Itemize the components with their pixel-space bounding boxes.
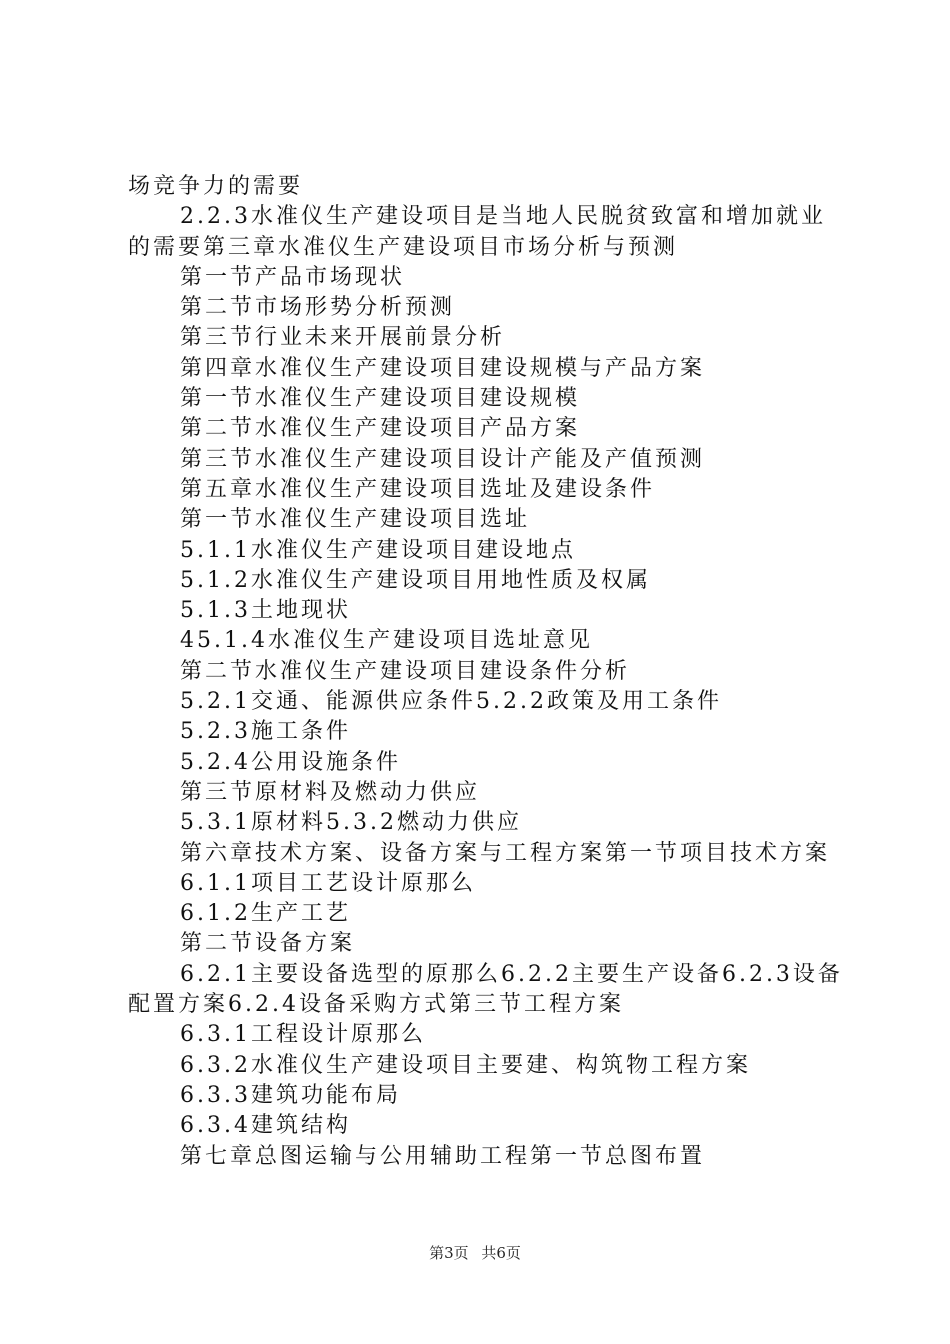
paragraph: 45.1.4水准仪生产建设项目选址意见 [180,628,593,654]
paragraph: 5.2.4公用设施条件 [180,749,401,775]
paragraph: 5.1.3土地现状 [180,598,351,624]
paragraph: 第二节设备方案 [180,931,356,957]
paragraph: 第二节市场形势分析预测 [180,295,456,321]
paragraph: 6.3.2水准仪生产建设项目主要建、构筑物工程方案 [180,1052,751,1078]
paragraph: 5.1.2水准仪生产建设项目用地性质及权属 [180,567,651,593]
paragraph: 6.1.2生产工艺 [180,901,351,927]
paragraph: 第四章水准仪生产建设项目建设规模与产品方案 [180,355,706,381]
paragraph: 5.3.1原材料5.3.2燃动力供应 [180,810,522,836]
paragraph: 5.1.1水准仪生产建设项目建设地点 [180,537,576,563]
paragraph: 6.1.1项目工艺设计原那么 [180,870,476,896]
paragraph: 6.3.4建筑结构 [180,1113,351,1139]
paragraph: 6.3.3建筑功能布局 [180,1082,401,1108]
paragraph: 第二节水准仪生产建设项目产品方案 [180,416,581,442]
paragraph: 第三节原材料及燃动力供应 [180,779,481,805]
page-total: 共6页 [481,1244,521,1262]
paragraph: 第一节水准仪生产建设项目选址 [180,507,531,533]
paragraph: 第五章水准仪生产建设项目选址及建设条件 [180,476,656,502]
paragraph: 第一节水准仪生产建设项目建设规模 [180,386,581,412]
paragraph: 第七章总图运输与公用辅助工程第一节总图布置 [180,1143,706,1169]
page-number: 第3页 [429,1244,469,1262]
paragraph: 第一节产品市场现状 [180,264,406,290]
paragraph: 2.2.3水准仪生产建设项目是当地人民脱贫致富和增加就业的需要第三章水准仪生产建设项目市场分析与预测 [128,204,826,260]
paragraph: 第六章技术方案、设备方案与工程方案第一节项目技术方案 [180,840,831,866]
document-body [128,172,848,1172]
paragraph: 6.2.1主要设备选型的原那么6.2.2主要生产设备6.2.3设备配置方案6.2.4设备采购方式第三节工程方案 [128,961,843,1018]
paragraph: 第三节水准仪生产建设项目设计产能及产值预测 [180,446,706,472]
paragraph: 5.2.3施工条件 [180,719,351,745]
paragraph: 场竞争力的需要 [128,174,304,199]
paragraph: 5.2.1交通、能源供应条件5.2.2政策及用工条件 [180,689,722,715]
paragraph: 6.3.1工程设计原那么 [180,1022,426,1048]
page-footer [0,1242,950,1263]
paragraph: 第三节行业未来开展前景分析 [180,325,506,351]
paragraph: 第二节水准仪生产建设项目建设条件分析 [180,658,631,684]
